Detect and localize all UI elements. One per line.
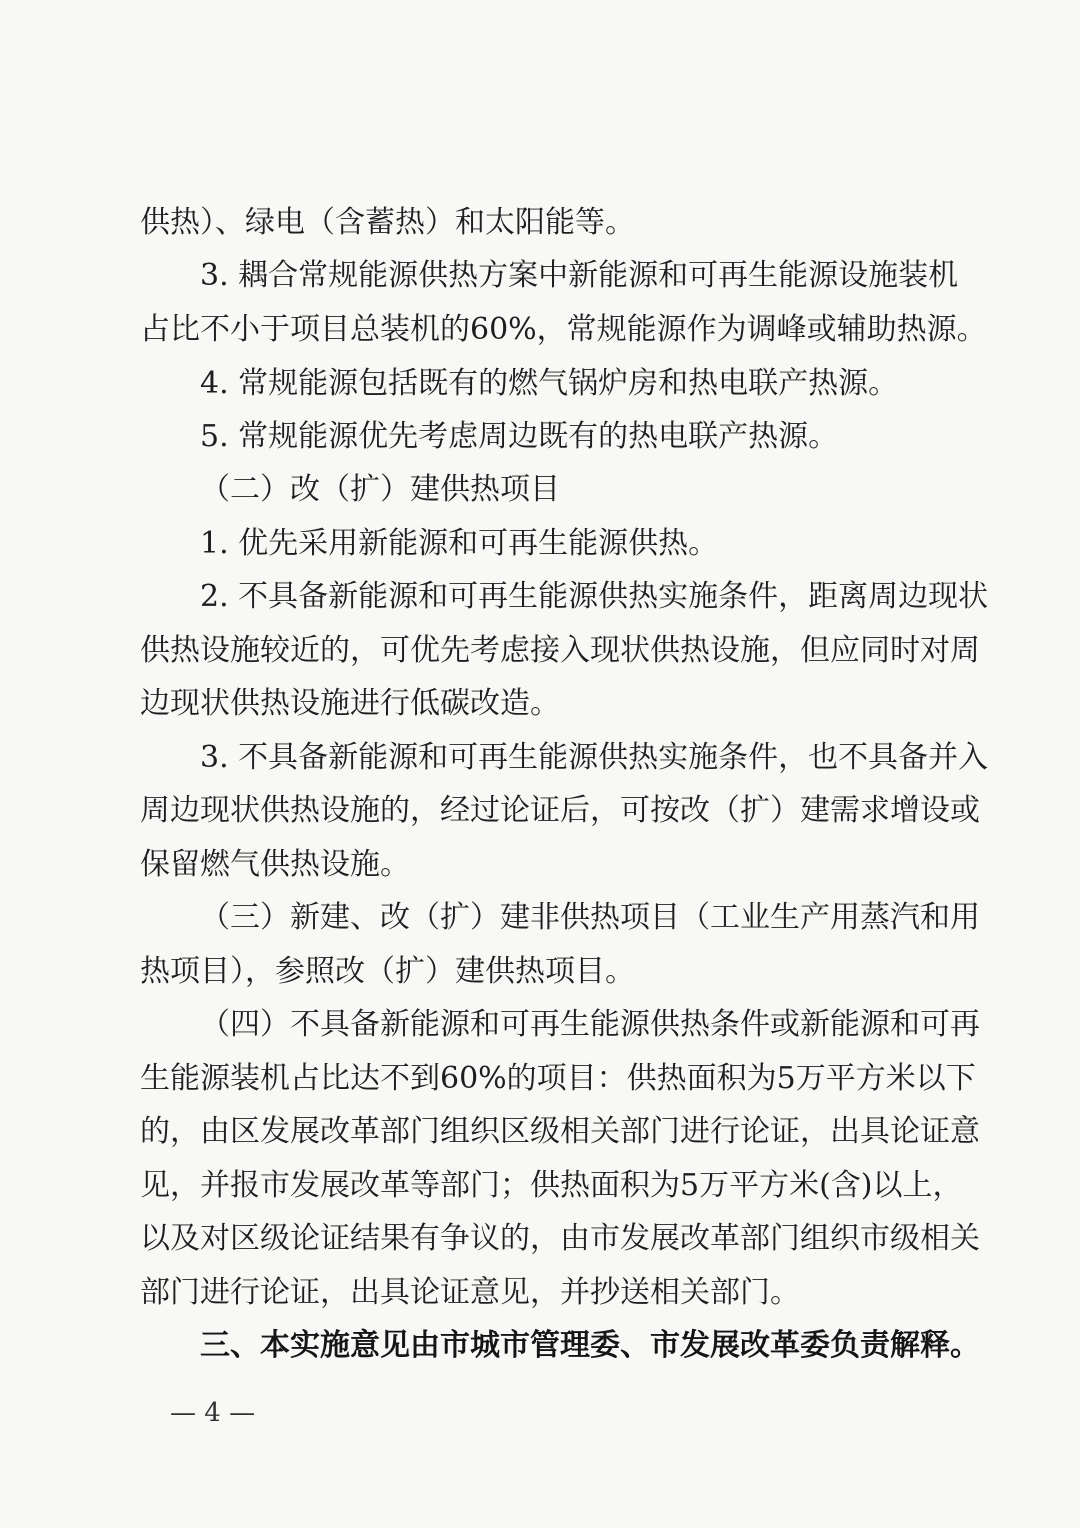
page-number: — 4 — bbox=[170, 1398, 256, 1428]
paragraph-line: 以及对区级论证结果有争议的，由市发展改革部门组织市级相关 bbox=[140, 1221, 980, 1256]
paragraph-line: （三）新建、改（扩）建非供热项目（工业生产用蒸汽和用 bbox=[200, 900, 980, 935]
paragraph-line: 3. 不具备新能源和可再生能源供热实施条件，也不具备并入 bbox=[200, 740, 989, 775]
paragraph-line: 3. 耦合常规能源供热方案中新能源和可再生能源设施装机 bbox=[200, 258, 959, 293]
paragraph-line: 热项目），参照改（扩）建供热项目。 bbox=[140, 954, 635, 989]
paragraph-line: 供热设施较近的，可优先考虑接入现状供热设施，但应同时对周 bbox=[140, 633, 980, 668]
paragraph-line: 2. 不具备新能源和可再生能源供热实施条件，距离周边现状 bbox=[200, 579, 989, 614]
paragraph-line: 边现状供热设施进行低碳改造。 bbox=[140, 686, 560, 721]
section-subheading: （二）改（扩）建供热项目 bbox=[200, 472, 560, 507]
paragraph-line: （四）不具备新能源和可再生能源供热条件或新能源和可再 bbox=[200, 1007, 980, 1042]
paragraph-line: 1. 优先采用新能源和可再生能源供热。 bbox=[200, 526, 719, 561]
paragraph-line: 周边现状供热设施的，经过论证后，可按改（扩）建需求增设或 bbox=[140, 793, 980, 828]
paragraph-line: 保留燃气供热设施。 bbox=[140, 847, 410, 882]
paragraph-line: 部门进行论证，出具论证意见，并抄送相关部门。 bbox=[140, 1275, 800, 1310]
paragraph-line: 生能源装机占比达不到60%的项目：供热面积为5万平方米以下 bbox=[140, 1061, 976, 1096]
paragraph-line: 见，并报市发展改革等部门；供热面积为5万平方米(含)以上， bbox=[140, 1168, 963, 1203]
paragraph-line: 的，由区发展改革部门组织区级相关部门进行论证，出具论证意 bbox=[140, 1114, 980, 1149]
paragraph-line: 占比不小于项目总装机的60%，常规能源作为调峰或辅助热源。 bbox=[140, 312, 987, 347]
paragraph-line: 5. 常规能源优先考虑周边既有的热电联产热源。 bbox=[200, 419, 839, 454]
paragraph-line: 供热）、绿电（含蓄热）和太阳能等。 bbox=[140, 205, 635, 240]
paragraph-line: 4. 常规能源包括既有的燃气锅炉房和热电联产热源。 bbox=[200, 366, 899, 401]
section-heading: 三、本实施意见由市城市管理委、市发展改革委负责解释。 bbox=[200, 1328, 980, 1363]
